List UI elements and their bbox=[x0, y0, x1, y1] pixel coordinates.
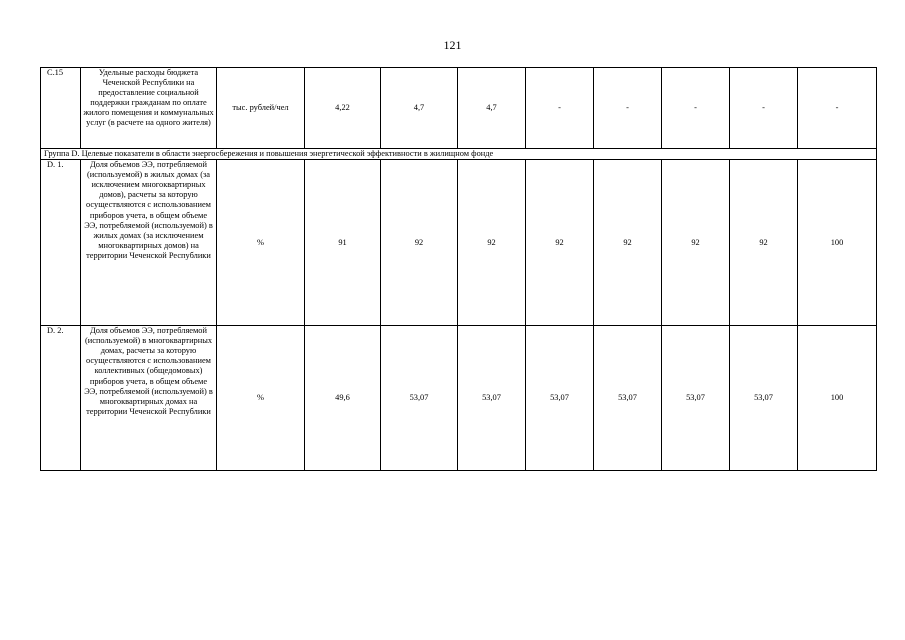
table-row bbox=[41, 68, 877, 149]
row-unit: % bbox=[217, 326, 305, 471]
row-value: 53,07 bbox=[662, 326, 730, 471]
row-value: 100 bbox=[798, 326, 877, 471]
row-unit: % bbox=[217, 160, 305, 326]
page-number: 121 bbox=[443, 38, 462, 52]
row-code: D. 1. bbox=[41, 160, 81, 326]
table-row bbox=[41, 326, 877, 471]
row-value: 92 bbox=[594, 160, 662, 326]
row-value: 92 bbox=[730, 160, 798, 326]
row-value: 92 bbox=[458, 160, 526, 326]
row-value: - bbox=[662, 68, 730, 149]
table-row bbox=[41, 160, 877, 326]
row-value: 53,07 bbox=[458, 326, 526, 471]
row-indicator-name: Доля объемов ЭЭ, потребляемой (используемой) в многоквартирных домах, расчеты за которую осуществляются с использованием коллективных (общедомовых) приборов учета, в общем объеме ЭЭ, потребляемой (используемой) в многоквартирных домах на территории Чеченской Республики bbox=[81, 326, 217, 471]
indicators-table bbox=[40, 67, 877, 471]
row-code: C.15 bbox=[41, 68, 81, 149]
row-code: D. 2. bbox=[41, 326, 81, 471]
row-value: 4,22 bbox=[305, 68, 381, 149]
row-value: 4,7 bbox=[458, 68, 526, 149]
table-body bbox=[41, 68, 877, 471]
row-value: 92 bbox=[662, 160, 730, 326]
row-unit: тыс. рублей/чел bbox=[217, 68, 305, 149]
row-value: 53,07 bbox=[381, 326, 458, 471]
row-value: 92 bbox=[381, 160, 458, 326]
row-value: 53,07 bbox=[526, 326, 594, 471]
row-value: 53,07 bbox=[594, 326, 662, 471]
row-value: 49,6 bbox=[305, 326, 381, 471]
row-indicator-name: Удельные расходы бюджета Чеченской Республики на предоставление социальной поддержки гражданам по оплате жилого помещения и коммунальных услуг (в расчете на одного жителя) bbox=[81, 68, 217, 149]
row-value: - bbox=[730, 68, 798, 149]
row-value: - bbox=[526, 68, 594, 149]
row-value: 4,7 bbox=[381, 68, 458, 149]
row-indicator-name: Доля объемов ЭЭ, потребляемой (используемой) в жилых домах (за исключением многоквартирных домов), расчеты за которую осуществляются с использованием приборов учета, в общем объеме ЭЭ, потребляемой (используемой) в жилых домах (за исключением многоквартирных домов) на территории Чеченской Республики bbox=[81, 160, 217, 326]
row-value: - bbox=[594, 68, 662, 149]
group-header-row bbox=[41, 149, 877, 160]
row-value: 91 bbox=[305, 160, 381, 326]
row-value: 92 bbox=[526, 160, 594, 326]
row-value: - bbox=[798, 68, 877, 149]
group-header-text: Группа D. Целевые показатели в области энергосбережения и повышения энергетической эффективности в жилищном фонде bbox=[41, 149, 877, 160]
row-value: 53,07 bbox=[730, 326, 798, 471]
row-value: 100 bbox=[798, 160, 877, 326]
